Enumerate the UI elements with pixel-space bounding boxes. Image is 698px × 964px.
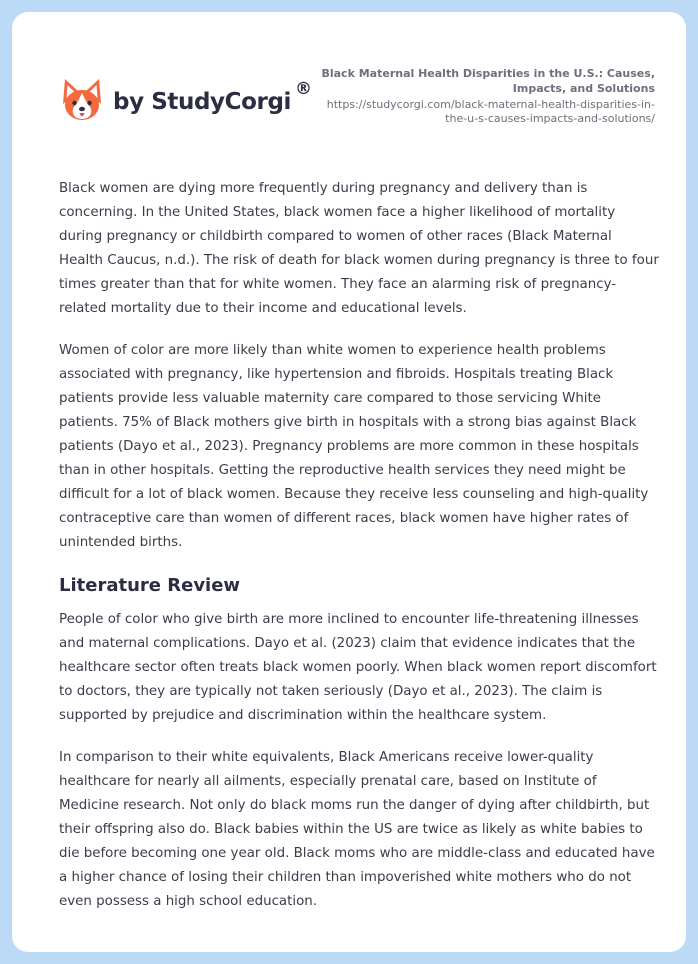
body-paragraph: Black women are dying more frequently during pregnancy and delivery than is concerning. In the United States, black women face a higher likelihood of mortality during pregnancy or childbirth compared to women of other races (Black Maternal Health Caucus, n.d.). The risk of death for black women during pregnancy is three to four times greater than that for white women. They face an alarming risk of pregnancy-related mortality due to their income and educational levels. [59, 181, 659, 316]
brand-name: by StudyCorgi [113, 89, 292, 115]
registered-mark: ® [295, 79, 313, 99]
document-body [59, 177, 659, 932]
body-paragraph: People of color who give birth are more inclined to encounter life-threatening illnesses and maternal complications. Dayo et al. (2023) claim that evidence indicates that the healthcare sector often treats black women poorly. When black women report discomfort to doctors, they are typically not taken seriously (Dayo et al., 2023). The claim is supported by prejudice and discrimination within the healthcare system. [59, 612, 657, 723]
source-info [315, 66, 655, 126]
document-header [12, 12, 686, 162]
document-card [12, 12, 686, 952]
corgi-head-icon [60, 76, 104, 124]
section-heading: Literature Review [59, 575, 241, 596]
source-url[interactable]: https://studycorgi.com/black-maternal-health-disparities-in-the-u-s-causes-impacts-and-solutions/ [326, 98, 655, 125]
body-paragraph: In comparison to their white equivalents, Black Americans receive lower-quality healthcare for nearly all ailments, especially prenatal care, based on Institute of Medicine research. Not only do black moms run the danger of dying after childbirth, but their offspring also do. Black babies within the US are twice as likely as white babies to die before becoming one year old. Black moms who are middle-class and educated have a higher chance of losing their children than impoverished white mothers who do not even possess a high school education. [59, 750, 655, 909]
source-title: Black Maternal Health Disparities in the U.S.: Causes, Impacts, and Solutions [321, 67, 655, 95]
body-paragraph: Women of color are more likely than white women to experience health problems associated with pregnancy, like hypertension and fibroids. Hospitals treating Black patients provide less valuable maternity care compared to those servicing White patients. 75% of Black mothers give birth in hospitals with a strong bias against Black patients (Dayo et al., 2023). Pregnancy problems are more common in these hospitals than in other hospitals. Getting the reproductive health services they need might be difficult for a lot of black women. Because they receive less counseling and high-quality contraceptive care than women of different races, black women have higher rates of unintended births. [59, 343, 649, 550]
studycorgi-logo[interactable] [60, 76, 312, 124]
